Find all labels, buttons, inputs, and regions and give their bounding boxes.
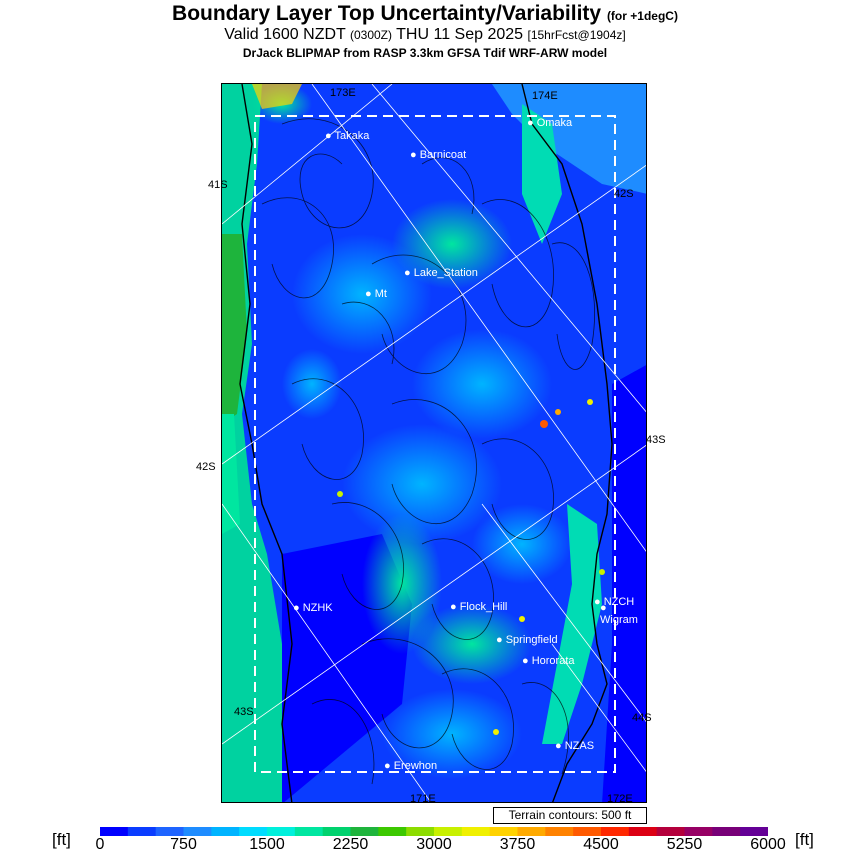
hot-spot xyxy=(540,420,548,428)
colorbar-swatch xyxy=(351,827,379,836)
colorbar-swatch xyxy=(462,827,490,836)
colorbar-swatch xyxy=(740,827,768,836)
lat-label: 43S xyxy=(646,434,666,446)
colorbar-swatch xyxy=(295,827,323,836)
colorbar-tick-label: 1500 xyxy=(249,836,285,853)
colorbar-swatch xyxy=(685,827,713,836)
colorbar-swatch xyxy=(629,827,657,836)
place-marker-omaka: ● Omaka xyxy=(527,117,573,129)
lat-label: 42S xyxy=(196,461,216,473)
field-patch xyxy=(282,349,342,419)
unit-left: [ft] xyxy=(52,830,71,849)
hot-spot xyxy=(337,491,343,497)
place-marker-springfield: ● Springfield xyxy=(496,634,558,646)
colorbar-swatch xyxy=(156,827,184,836)
title-note: (for +1degC) xyxy=(606,9,678,23)
colorbar-swatch xyxy=(545,827,573,836)
hot-spot xyxy=(493,729,499,735)
colorbar-swatch xyxy=(406,827,434,836)
map-panel xyxy=(221,83,647,803)
colorbar-swatch xyxy=(434,827,462,836)
colorbar-swatch xyxy=(211,827,239,836)
place-marker-flock-hill: ● Flock_Hill xyxy=(450,601,508,613)
place-marker-nzhk: ● NZHK xyxy=(293,602,333,614)
hot-spot xyxy=(555,409,561,415)
valid-date: THU 11 Sep 2025 xyxy=(396,26,524,43)
colorbar-tick-label: 6000 xyxy=(750,836,786,853)
colorbar-tick-label: 750 xyxy=(170,836,197,853)
colorbar-swatch xyxy=(490,827,518,836)
valid-time xyxy=(0,26,850,44)
colorbar-swatch xyxy=(712,827,740,836)
hot-spot xyxy=(519,616,525,622)
colorbar-swatch xyxy=(518,827,546,836)
lon-label: 171E xyxy=(410,793,436,803)
unit-right: [ft] xyxy=(795,830,814,849)
colorbar-tick-label: 3000 xyxy=(416,836,452,853)
place-marker-mt: ● Mt xyxy=(365,288,387,300)
valid-utc: (0300Z) xyxy=(349,28,392,42)
lat-label: 42S xyxy=(614,188,634,200)
place-marker-takaka: ● Takaka xyxy=(325,130,370,142)
hot-spot xyxy=(587,399,593,405)
place-marker-hororata: ● Hororata xyxy=(522,655,575,667)
colorbar-swatch xyxy=(573,827,601,836)
colorbar-tick-label: 2250 xyxy=(332,836,369,853)
place-marker-wigram: ● Wigram xyxy=(600,602,638,626)
field-patch xyxy=(472,504,572,584)
colorbar-swatch xyxy=(378,827,406,836)
place-marker-lake-station: ● Lake_Station xyxy=(404,267,478,279)
colorbar-tick-label: 4500 xyxy=(583,836,619,853)
lat-label: 44S xyxy=(632,712,652,724)
map-svg xyxy=(222,84,647,803)
colorbar-swatch xyxy=(239,827,267,836)
colorbar-swatch xyxy=(184,827,212,836)
forecast-info: [15hrFcst@1904z] xyxy=(527,28,626,42)
field-patch xyxy=(412,329,552,439)
lat-label: 43S xyxy=(234,706,254,718)
colorbar-swatch xyxy=(100,827,128,836)
model-info: DrJack BLIPMAP from RASP 3.3km GFSA Tdif WRF-ARW model xyxy=(242,46,608,60)
colorbar-tick-label: 0 xyxy=(95,836,105,853)
lon-label: 172E xyxy=(607,793,633,803)
chart-title xyxy=(0,2,850,26)
colorbar xyxy=(100,827,768,836)
place-marker-nzch: ● NZCH xyxy=(594,596,635,608)
hot-spot xyxy=(599,569,605,575)
colorbar-tick-label: 3750 xyxy=(499,836,536,853)
colorbar-swatch xyxy=(601,827,629,836)
place-marker-erewhon: ● Erewhon xyxy=(384,760,438,772)
lon-label: 174E xyxy=(532,90,558,102)
colorbar-swatch xyxy=(128,827,156,836)
place-marker-barnicoat: ● Barnicoat xyxy=(410,149,467,161)
title-text: Boundary Layer Top Uncertainty/Variability xyxy=(172,2,602,25)
lat-label: 41S xyxy=(208,179,228,191)
lon-label: 173E xyxy=(330,87,356,99)
place-marker-nzas: ● NZAS xyxy=(555,740,595,752)
colorbar-tick-label: 5250 xyxy=(666,836,703,853)
colorbar-swatch xyxy=(323,827,351,836)
colorbar-swatch xyxy=(267,827,295,836)
terrain-contour-note: Terrain contours: 500 ft xyxy=(493,807,647,824)
valid-text: Valid 1600 NZDT xyxy=(224,26,346,43)
colorbar-swatch xyxy=(657,827,685,836)
